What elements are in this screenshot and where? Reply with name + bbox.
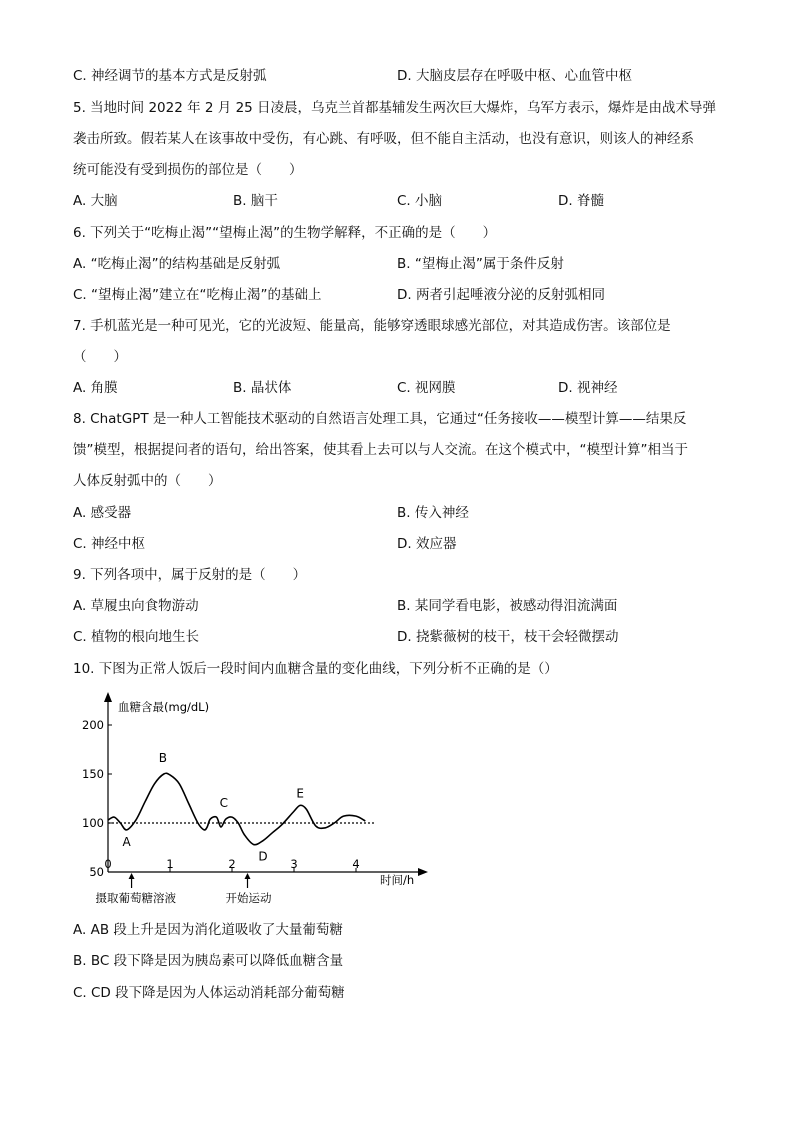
q5-option-c: C. 小脑 <box>397 193 443 209</box>
point-label-a: A <box>122 834 131 849</box>
point-label-c: C <box>219 796 228 811</box>
q9-stem: 9. 下列各项中，属于反射的是（ ） <box>73 567 307 583</box>
point-label-e: E <box>296 786 304 801</box>
x-tick-label: 1 <box>166 857 174 871</box>
q8-stem-line1: 8. ChatGPT 是一种人工智能技术驱动的自然语言处理工具，它通过“任务接收——模型计算——结果反 <box>73 411 687 427</box>
y-tick-label: 200 <box>82 718 104 732</box>
q6-option-b: B. “望梅止渴”属于条件反射 <box>397 256 564 272</box>
glucose-curve <box>108 773 365 845</box>
q9-option-b: B. 某同学看电影，被感动得泪流满面 <box>397 598 618 614</box>
q5-option-a: A. 大脑 <box>73 193 118 209</box>
q4-option-d: D. 大脑皮层存在呼吸中枢、心血管中枢 <box>397 68 632 84</box>
q7-option-d: D. 视神经 <box>558 380 618 396</box>
q5-stem-line3: 统可能没有受到损伤的部位是（ ） <box>73 162 303 178</box>
y-tick-label: 150 <box>82 767 104 781</box>
q9-option-d: D. 挠紫薇树的枝干，枝干会轻微摆动 <box>397 629 619 645</box>
q5-option-b: B. 脑干 <box>233 193 278 209</box>
q9-option-a: A. 草履虫向食物游动 <box>73 598 199 614</box>
exercise-start-arrowhead <box>245 873 251 879</box>
point-label-b: B <box>158 751 168 765</box>
blood-glucose-chart <box>70 690 440 910</box>
x-axis-arrow <box>418 868 428 876</box>
q8-stem-line3: 人体反射弧中的（ ） <box>73 473 222 489</box>
x-axis-label: 时间/h <box>380 873 415 887</box>
q7-option-b: B. 晶状体 <box>233 380 292 396</box>
q8-stem-line2: 馈”模型，根据提问者的语句，给出答案，使其看上去可以与人交流。在这个模式中，“模型计算”相当于 <box>73 442 688 458</box>
q6-option-c: C. “望梅止渴”建立在“吃梅止渴”的基础上 <box>73 287 322 303</box>
q6-option-d: D. 两者引起唾液分泌的反射弧相同 <box>397 287 605 303</box>
x-tick-label: 0 <box>104 857 112 871</box>
y-axis-label: 血糖含最(mg/dL) <box>118 700 210 714</box>
q10-stem: 10. 下图为正常人饭后一段时间内血糖含量的变化曲线，下列分析不正确的是（） <box>73 661 558 677</box>
q7-stem-line2: （ ） <box>73 349 127 365</box>
x-tick-label: 3 <box>290 857 298 871</box>
glucose-intake-label: 摄取葡萄糖溶液 <box>95 891 177 905</box>
q5-stem-line2: 袭击所致。假若某人在该事故中受伤，有心跳、有呼吸，但不能自主活动，也没有意识，则该人的神经系 <box>73 131 694 147</box>
q8-option-b: B. 传入神经 <box>397 505 469 521</box>
x-tick-label: 4 <box>352 857 360 871</box>
q9-option-c: C. 植物的根向地生长 <box>73 629 200 645</box>
q6-option-a: A. “吃梅止渴”的结构基础是反射弧 <box>73 256 281 272</box>
q10-option-c: C. CD 段下降是因为人体运动消耗部分葡萄糖 <box>73 985 345 1001</box>
q7-stem-line1: 7. 手机蓝光是一种可见光，它的光波短、能量高，能够穿透眼球感光部位，对其造成伤害。该部位是 <box>73 318 671 334</box>
q10-option-b: B. BC 段下降是因为胰岛素可以降低血糖含量 <box>73 953 344 969</box>
y-axis-arrow <box>104 692 112 702</box>
x-tick-label: 2 <box>228 857 236 871</box>
y-tick-label: 100 <box>82 816 104 830</box>
q4-option-c: C. 神经调节的基本方式是反射弧 <box>73 68 267 84</box>
q6-stem: 6. 下列关于“吃梅止渴”“望梅止渴”的生物学解释，不正确的是（ ） <box>73 225 497 241</box>
q7-option-a: A. 角膜 <box>73 380 118 396</box>
q7-option-c: C. 视网膜 <box>397 380 456 396</box>
q10-option-a: A. AB 段上升是因为消化道吸收了大量葡萄糖 <box>73 922 343 938</box>
point-label-d: D <box>258 849 268 864</box>
exercise-start-label: 开始运动 <box>225 891 272 905</box>
y-tick-label: 50 <box>89 865 104 879</box>
q8-option-d: D. 效应器 <box>397 536 457 552</box>
q5-option-d: D. 脊髓 <box>558 193 604 209</box>
q8-option-c: C. 神经中枢 <box>73 536 146 552</box>
q5-stem-line1: 5. 当地时间 2022 年 2 月 25 日凌晨，乌克兰首都基辅发生两次巨大爆炸，乌军方表示，爆炸是由战术导弹 <box>73 100 717 116</box>
glucose-intake-arrowhead <box>129 873 135 879</box>
q8-option-a: A. 感受器 <box>73 505 132 521</box>
